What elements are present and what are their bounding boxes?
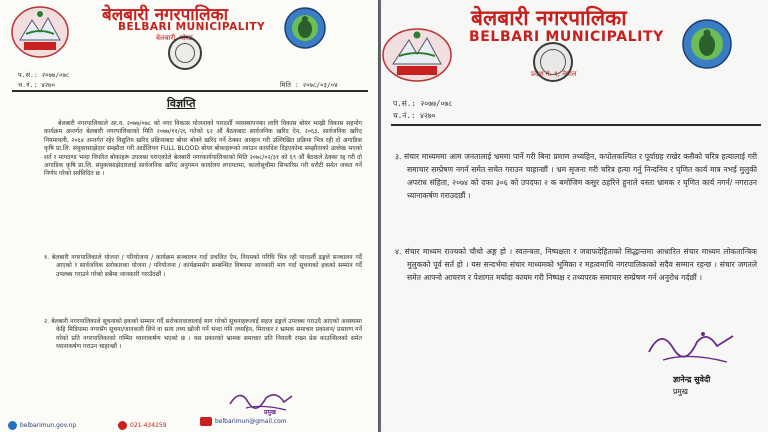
mail-icon	[200, 417, 212, 426]
signature-right	[643, 322, 739, 378]
intro-paragraph: बेलबारी नगरपालिकाले आ.व. २०७७/०७८ को नगर विकास योजनाको पारदर्शी व्यवस्थापनका लागि विकास बोयर भाख्री विकास सहयोग कार्यक्रम अन्तर्गत बेलबारी नगरपालिकाको मिति २०७७/११/२६ गतेको ६२ औं बैठकबाट सार्वजनिक खरिद ऐन, २०६३, सार्वजनिक खरिद नियमावली, २०६४ अन्तर्गत रहेर विद्युतिय खरिद प्रक्रियाबाट बोयर बोक्ने खरिद गर्ने ठेक्का आव्हान गरी उल्लिखित प्रक्रिया भित्र रही दो अगाडिक कृषि प्रा.लि. संयुक्तसाझेदार सम्झौता गरी आर्डेलियन FULL BLOOD बोयर बोकाहरूको ल्याउन कार्यादेश दिइएकोमा सम्झौताको उल्लेख भएको शर्त र मापदण्ड भन्दा विपरित बोकाहरू उपलब्ध गराएकोले बेलबारी नगरकार्यपालिकाको मिति २०७८/०२/३१ को ६९ औं बैठकले ठेक्का रद्द गरी दो अगाडिक कृषि प्रा.लि. संयुक्तसाझेदारलाई सार्वजनिक खरिद अनुगमन कार्यालय लगायतमा, कालोसूचीमा सिफारिस गरी धरौटी समेत जफत गर्ने निर्णय गरेको सर्वविदित छ ।	[44, 120, 362, 178]
office-stamp-icon	[533, 42, 573, 82]
signature-scribble-text: प्रमुख	[264, 409, 276, 416]
signatory-role: प्रमुख	[673, 387, 688, 396]
municipality-address: बेलबारी, मोरङ	[156, 34, 194, 42]
office-stamp-icon	[168, 36, 202, 70]
globe-icon	[8, 421, 17, 430]
header-divider	[12, 90, 368, 92]
municipality-name-np: बेलबारी नगरपालिका	[471, 6, 627, 30]
nepal-emblem-icon	[381, 26, 453, 84]
municipality-seal-icon	[283, 6, 327, 50]
footer-email: belbarimun@gmail.com	[200, 417, 287, 426]
municipality-name-en: BELBARI MUNICIPALITY	[469, 29, 664, 45]
footer-phone: 021-434259	[118, 421, 167, 430]
dispatch-number: च.नं.: ४२७०	[393, 111, 436, 120]
notice-page-2	[381, 0, 768, 432]
letter-date: मिति : २०७८/०३/०४	[280, 81, 338, 89]
footer-website: belbarimun.gov.np	[8, 421, 76, 430]
dispatch-number: च.नं.: ४२७०	[18, 81, 55, 89]
ref-number: प.सं.: २०७७/०७८	[18, 71, 70, 79]
nepal-emblem-icon	[10, 4, 70, 60]
notice-item-2: २. बेलबारी नगरपालिकाले सूचनाको हकको सम्मान गर्दै सरोकारवालालाई माग गरेको सूचनाहरूलाई सहज ढङ्गले उपलब्ध गराउदै आएको अवस्थामा केहि मिडियामा नगरसँग सूचना/जानकारी लिने वा सत्य तथ्य खोजी गर्ने भन्दा पनि तथ्यहिन, मिराधार र भ्रामक समाचार प्रकाशन/ प्रसारण गर्ने गरेको प्रति नगरपालिकाको गम्भिर ध्यानाकर्षण भएको छ । यस प्रकारको भ्रामक समाचार प्रति नियाली राख्न प्रेस काउन्सिलको समेत ध्यानाकर्षण गराउन चाहान्छौं ।	[44, 318, 362, 351]
signature-left	[226, 384, 296, 418]
notice-item-3: ३. संचार माध्यममा आम जनतालाई भ्रममा पार्ने गरी बिना प्रमाण तथ्यहिन, कपोलकल्पित र पूर्वाग्रह राखेर कसैको चरित्र हत्यालाई गरी समाचार सम्प्रेषण नगर्न समेत सचेत गराउन चाहान्छौं । भ्रम सृजना गरी चरित्र हत्या गर्नु निन्दनिय र घृणित कार्य मात्र नभई मुलुकी अपराध संहिता, २०७४ को दफा ३०६ को उपदफा २ क बमोजिम कसुर ठहरिने हुनाले यस्ता भ्रामक र घृणित कार्य नगर्न/ नगराउन ध्यानाकर्षण गराउदछौं ।	[395, 152, 757, 200]
notice-item-4: ४. संचार माध्यम राज्यको चौथो अङ्ग हो । स्वतन्त्रता, निष्पक्षता र जवाफदेहिताको सिद्धान्तमा आधारित संचार माध्यम लोकतान्त्रिक मुलुकको पूर्व सर्त हो । यस सन्दर्भमा संचार माध्यमको भूमिका र महत्वमाथि नगरपालिकाको सदैव सम्मान रहन्छ । संचार जगतले समेत आफ्नो आचरण र पेशागत मर्यादा कायम गरी निष्पक्ष र तथ्यपरक समाचार सम्प्रेषण गर्न अनुरोध गर्दछौं ।	[395, 247, 757, 282]
ref-number: प.सं.: २०७७/०७८	[393, 99, 453, 108]
municipality-name-en: BELBARI MUNICIPALITY	[118, 21, 266, 33]
notice-page-1	[0, 0, 378, 432]
notice-heading: विज्ञप्ति	[167, 97, 196, 110]
header-divider	[391, 124, 761, 126]
province-label: प्रदेश नं. १, नेपाल	[531, 70, 577, 78]
notice-item-1: १. बेलबारी नगरपालिकाले योजना / परियोजना / कार्यक्रम सञ्चालन गर्दा प्रचलित ऐन, नियमको परिधि भित्र रही पारदर्शी ढङ्गले सञ्चालन गर्दै आएको र सार्वजनिक सरोकारका योजना / परियोजना / कार्यक्रमसँग सम्बन्धित विषयमा जानकारी माग गर्दा सूचनाको हकको सम्मान गर्दै उपलब्ध गराउने गरेको सबैमा जानकारी गराउँदछौं ।	[44, 254, 362, 278]
signatory-name: ज्ञानेन्द्र सुवेदी	[673, 375, 711, 384]
municipality-seal-icon	[681, 18, 733, 70]
phone-icon	[118, 421, 127, 430]
municipality-name-np: बेलबारी नगरपालिका	[102, 5, 229, 25]
